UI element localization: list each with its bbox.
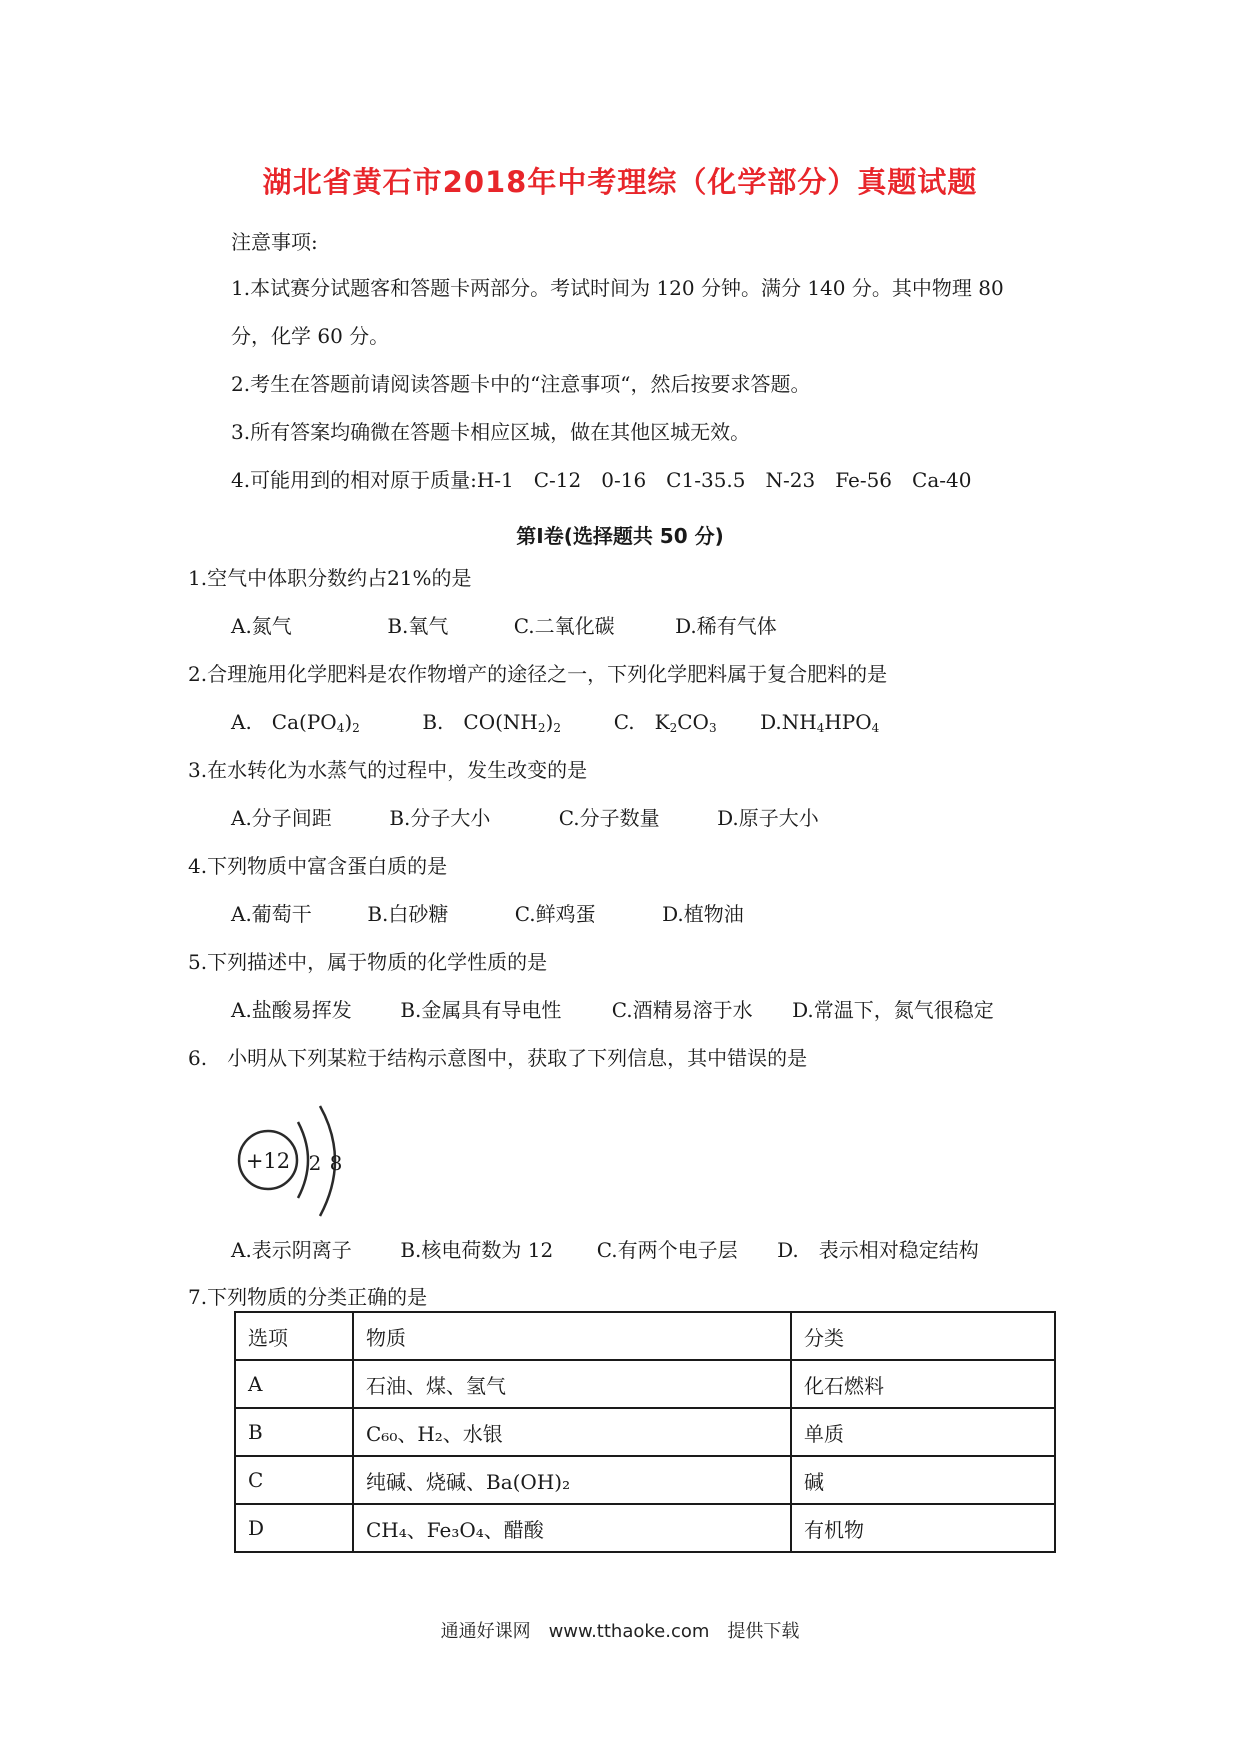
cell-substance: CH₄、Fe₃O₄、醋酸 [353,1504,791,1552]
option-d: D.原子大小 [717,806,819,830]
option-d: D.植物油 [662,902,744,926]
cell-substance: 纯碱、烧碱、Ba(OH)₂ [353,1456,791,1504]
option-d: D.常温下，氮气很稳定 [792,998,994,1022]
cell-substance: C₆₀、H₂、水银 [353,1408,791,1456]
option-c: C.有两个电子层 [596,1238,738,1262]
nucleus-charge: +12 [245,1149,291,1173]
cell-category: 有机物 [791,1504,1055,1552]
table-header-row [235,1312,1055,1360]
option-a: A.表示阴离子 [231,1238,352,1262]
option-c: C.酒精易溶于水 [611,998,753,1022]
notice-item-4: 4.可能用到的相对原于质量:H-1 C-12 0-16 C1-35.5 N-23 Fe-56 Ca-40 [231,468,972,492]
option-c: C. $K_2CO_3$ [613,710,717,735]
electron-count-shell-2: 8 [329,1151,343,1175]
notice-item-1-line-1: 1.本试赛分试题客和答题卡两部分。考试时间为 120 分钟。满分 140 分。其中物理 80 [231,276,1004,300]
question-1-options [231,612,777,640]
option-b: B.氧气 [387,614,449,638]
option-a: A. $Ca(PO_4)_2$ [231,710,360,735]
classification-table [234,1311,1056,1553]
option-c: C.鲜鸡蛋 [514,902,596,926]
option-c: C.分子数量 [558,806,660,830]
question-4-options [231,900,744,928]
electron-count-shell-1: 2 [308,1151,322,1175]
cell-option: A [235,1360,353,1408]
option-c: C.二氧化碳 [513,614,615,638]
cell-category: 化石燃料 [791,1360,1055,1408]
notice-item-3: 3.所有答案均确微在答题卡相应区城，做在其他区城无效。 [231,420,751,444]
option-a: A.氮气 [231,614,292,638]
question-7-stem: 7.下列物质的分类正确的是 [188,1285,428,1309]
table-row [235,1408,1055,1456]
option-b: B.金属具有导电性 [400,998,562,1022]
cell-substance: 石油、煤、氢气 [353,1360,791,1408]
question-1-stem: 1.空气中体职分数约占21%的是 [188,566,472,590]
notice-heading: 注意事项: [231,230,318,254]
header-option: 选项 [235,1312,353,1360]
option-d: D. 表示相对稳定结构 [777,1238,979,1262]
option-b: B. $CO(NH_2)_2$ [422,710,561,735]
question-6-options [231,1236,979,1264]
notice-item-2: 2.考生在答题前请阅读答题卡中的“注意事项“，然后按要求答题。 [231,372,811,396]
option-d: $D.NH_4HPO_4$ [760,710,880,735]
table-row [235,1504,1055,1552]
header-category: 分类 [791,1312,1055,1360]
question-5-stem: 5.下列描述中，属于物质的化学性质的是 [188,950,548,974]
option-b: B.分子大小 [389,806,491,830]
cell-option: C [235,1456,353,1504]
footer-download-note: 通通好课网 www.tthaoke.com 提供下载 [440,1621,800,1642]
section-heading: 第Ⅰ卷(选择题共 50 分) [516,524,724,548]
cell-category: 碱 [791,1456,1055,1504]
option-b: B.核电荷数为 12 [400,1238,554,1262]
option-a: A.分子间距 [231,806,332,830]
header-substance: 物质 [353,1312,791,1360]
cell-option: B [235,1408,353,1456]
question-5-options [231,996,994,1024]
option-d: D.稀有气体 [675,614,777,638]
page-title: 湖北省黄石市2018年中考理综（化学部分）真题试题 [262,165,978,199]
question-2-options [231,708,879,742]
table-row [235,1360,1055,1408]
notice-item-1-line-2: 分，化学 60 分。 [231,324,390,348]
cell-category: 单质 [791,1408,1055,1456]
option-b: B.白砂糖 [367,902,449,926]
electron-shell-1-arc [298,1122,308,1198]
question-4-stem: 4.下列物质中富含蛋白质的是 [188,854,448,878]
question-3-stem: 3.在水转化为水蒸气的过程中，发生改变的是 [188,758,588,782]
question-3-options [231,804,819,832]
cell-option: D [235,1504,353,1552]
question-6-stem: 6. 小明从下列某粒于结构示意图中，获取了下列信息，其中错误的是 [188,1046,808,1070]
option-a: A.盐酸易挥发 [231,998,352,1022]
atom-structure-diagram [228,1098,368,1226]
option-a: A.葡萄干 [231,902,312,926]
table-row [235,1456,1055,1504]
question-2-stem: 2.合理施用化学肥料是农作物增产的途径之一，下列化学肥料属于复合肥料的是 [188,662,888,686]
